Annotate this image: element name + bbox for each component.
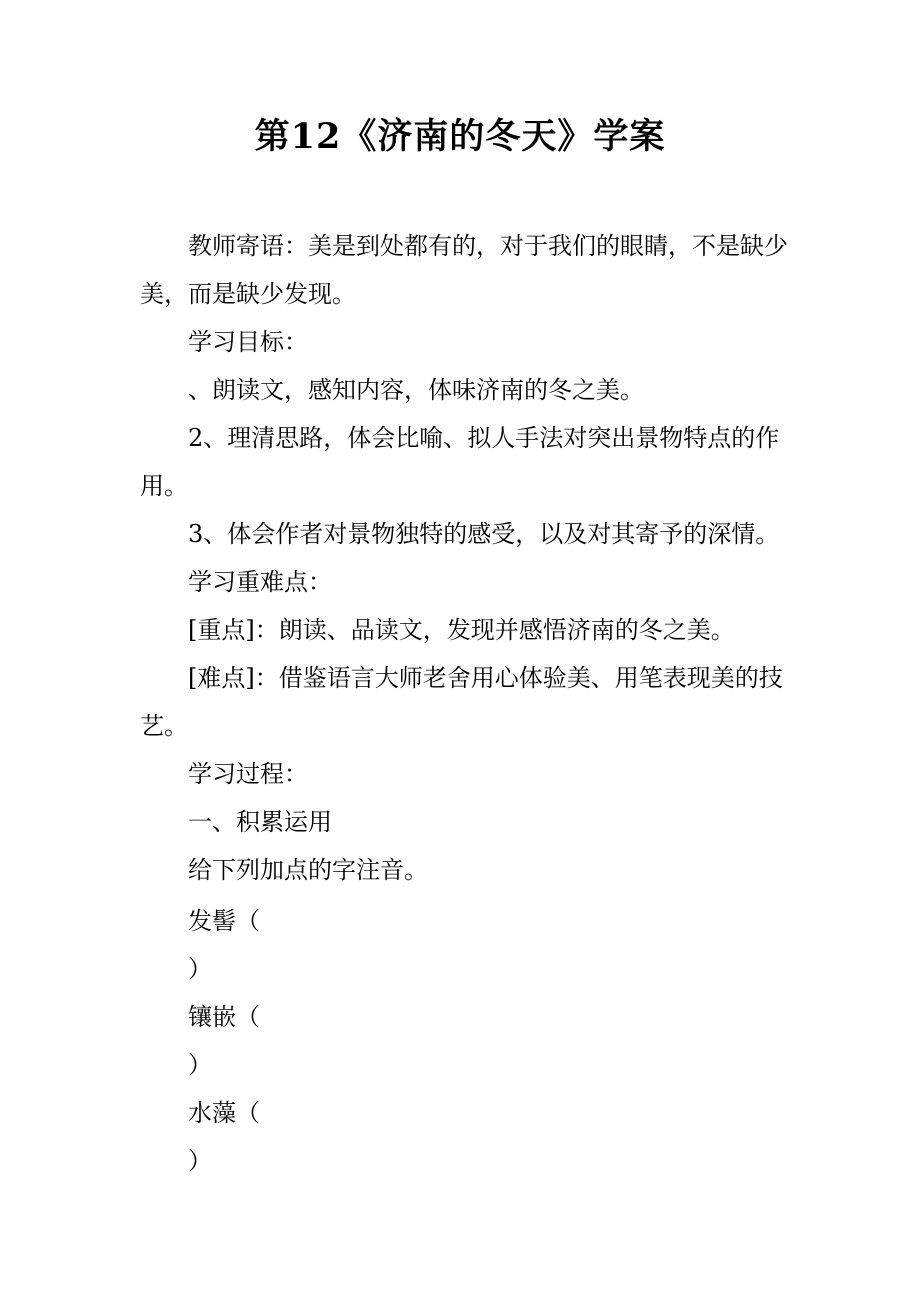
page-title: 第12《济南的冬天》学案 <box>254 116 666 157</box>
teacher-message: 教师寄语：美是到处都有的，对于我们的眼睛，不是缺少美，而是缺少发现。 <box>140 232 788 308</box>
section-heading: 一、积累运用 <box>188 808 332 836</box>
objectives-heading: 学习目标： <box>188 328 308 356</box>
objective-item: 、朗读文，感知内容，体味济南的冬之美。 <box>188 376 644 404</box>
pinyin-blank-close: ） <box>188 1051 212 1079</box>
pinyin-word: 镶嵌（ <box>188 1003 260 1031</box>
instruction-text: 给下列加点的字注音。 <box>188 856 428 884</box>
key-point: [重点]：朗读、品读文，发现并感悟济南的冬之美。 <box>188 616 735 644</box>
key-points-heading: 学习重难点： <box>188 568 332 596</box>
process-heading: 学习过程： <box>188 760 308 788</box>
objective-item: 2、理清思路，体会比喻、拟人手法对突出景物特点的作用。 <box>140 424 780 500</box>
pinyin-word: 水藻（ <box>188 1099 260 1127</box>
pinyin-blank-close: ） <box>188 1147 212 1175</box>
pinyin-word: 发髻（ <box>188 907 260 935</box>
difficult-point: [难点]：借鉴语言大师老舍用心体验美、用笔表现美的技艺。 <box>140 664 783 740</box>
objective-item: 3、体会作者对景物独特的感受，以及对其寄予的深情。 <box>188 520 780 548</box>
pinyin-blank-close: ） <box>188 955 212 983</box>
